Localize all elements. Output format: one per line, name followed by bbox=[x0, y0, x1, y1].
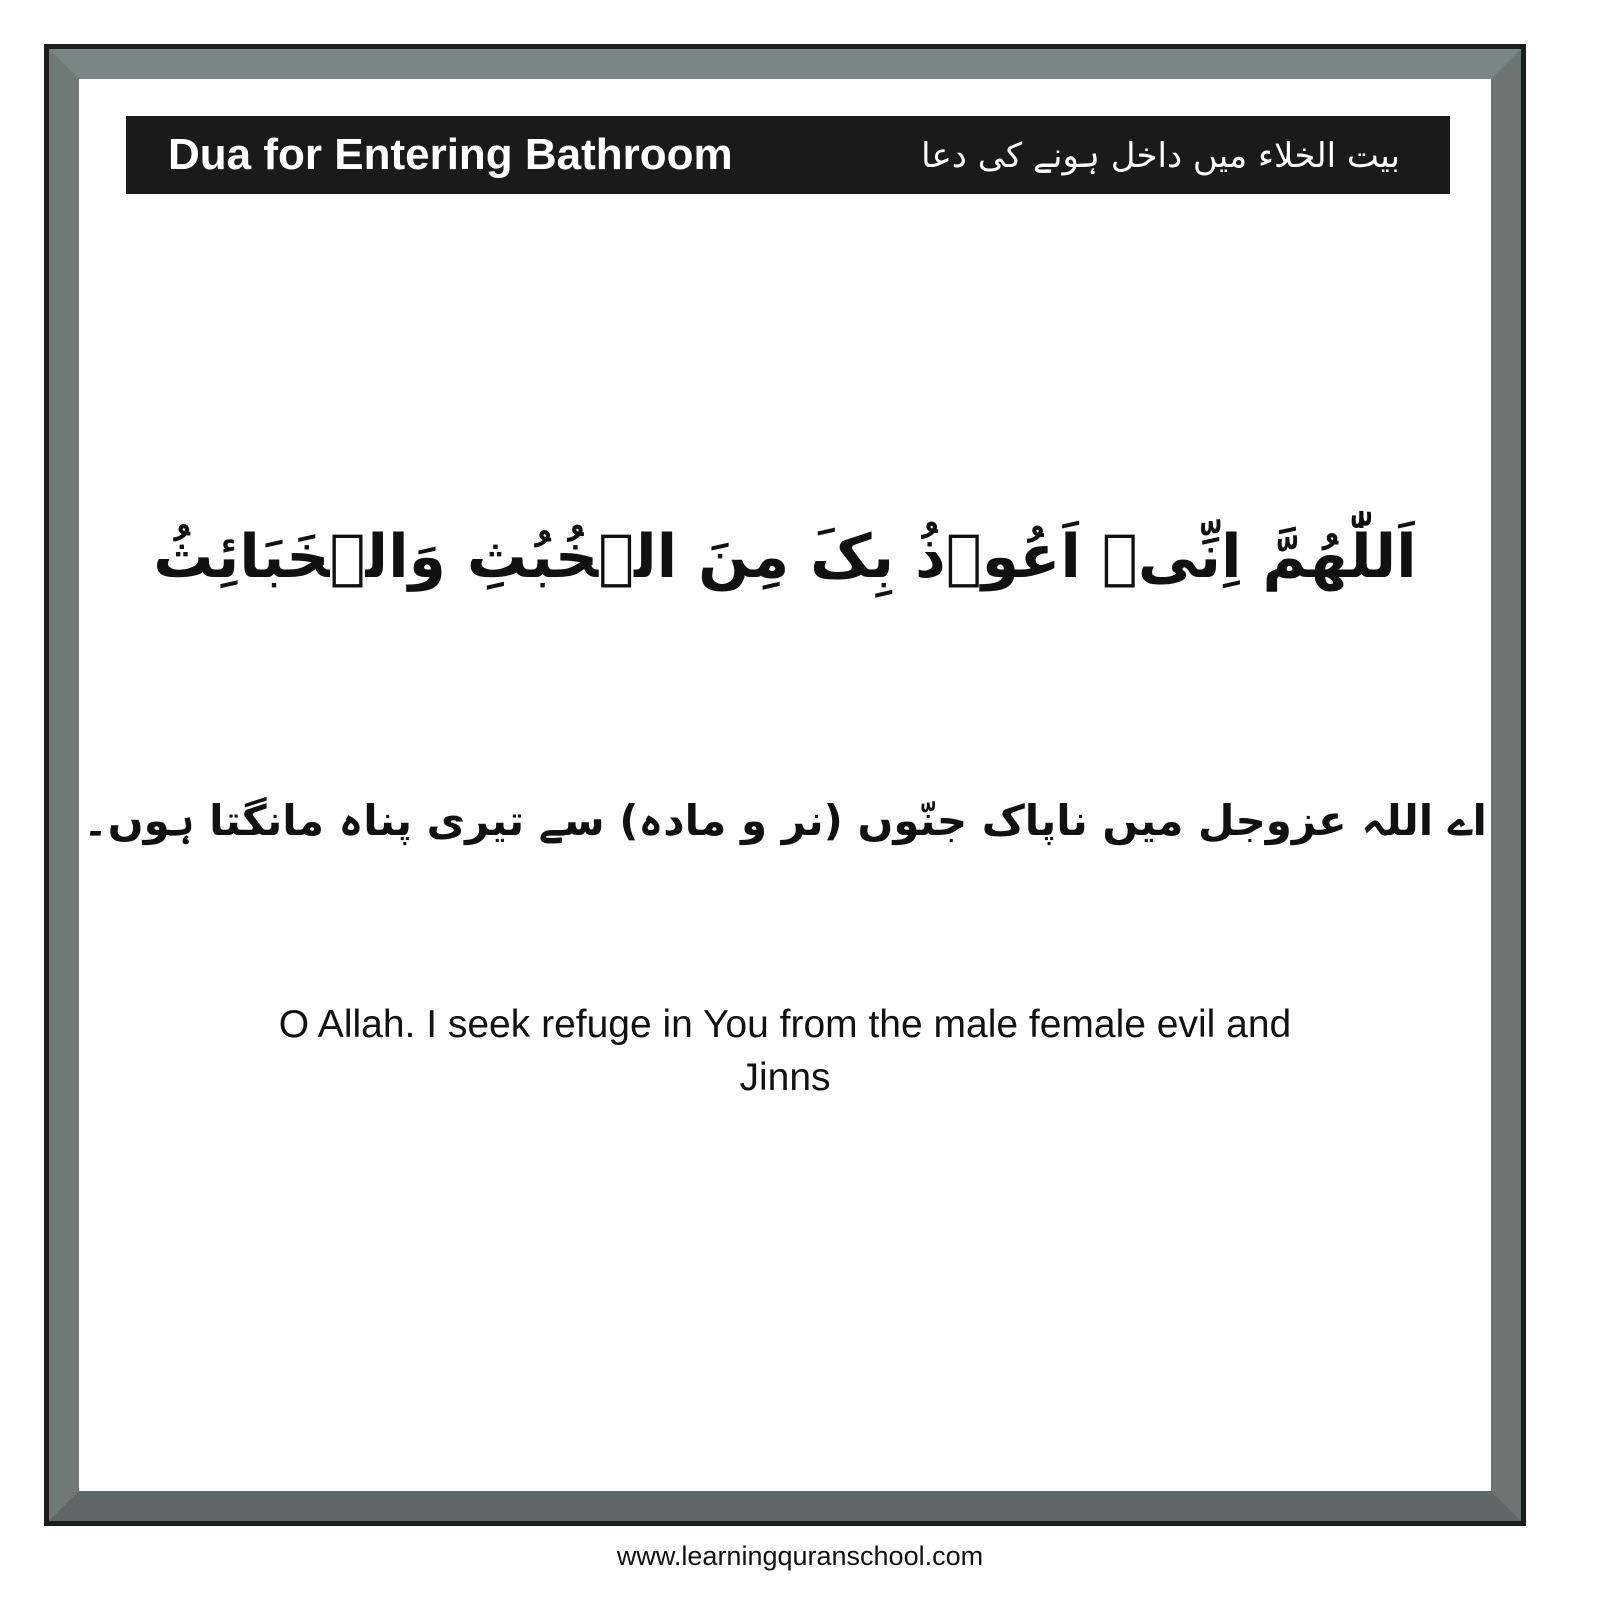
title-english: Dua for Entering Bathroom bbox=[168, 130, 733, 179]
title-bar bbox=[126, 116, 1450, 194]
dua-arabic-text: اَللّٰهُمَّ اِنِّیۡ اَعُوۡذُ بِکَ مِنَ الۡخُبُثِ وَالۡخَبَائِثُ bbox=[153, 522, 1417, 592]
dua-urdu-translation: اے اللہ عزوجل میں ناپاک جنّوں (نر و مادہ) سے تیری پناہ مانگتا ہوں۔ bbox=[83, 796, 1487, 845]
outer-frame bbox=[44, 44, 1526, 1526]
website-url: www.learningquranschool.com bbox=[616, 1541, 984, 1571]
inner-frame bbox=[49, 49, 1521, 1521]
dua-english-translation: O Allah. I seek refuge in You from the male female evil and Jinns bbox=[278, 1003, 1292, 1099]
title-urdu: بیت الخلاء میں داخل ہونے کی دعا bbox=[921, 135, 1400, 176]
